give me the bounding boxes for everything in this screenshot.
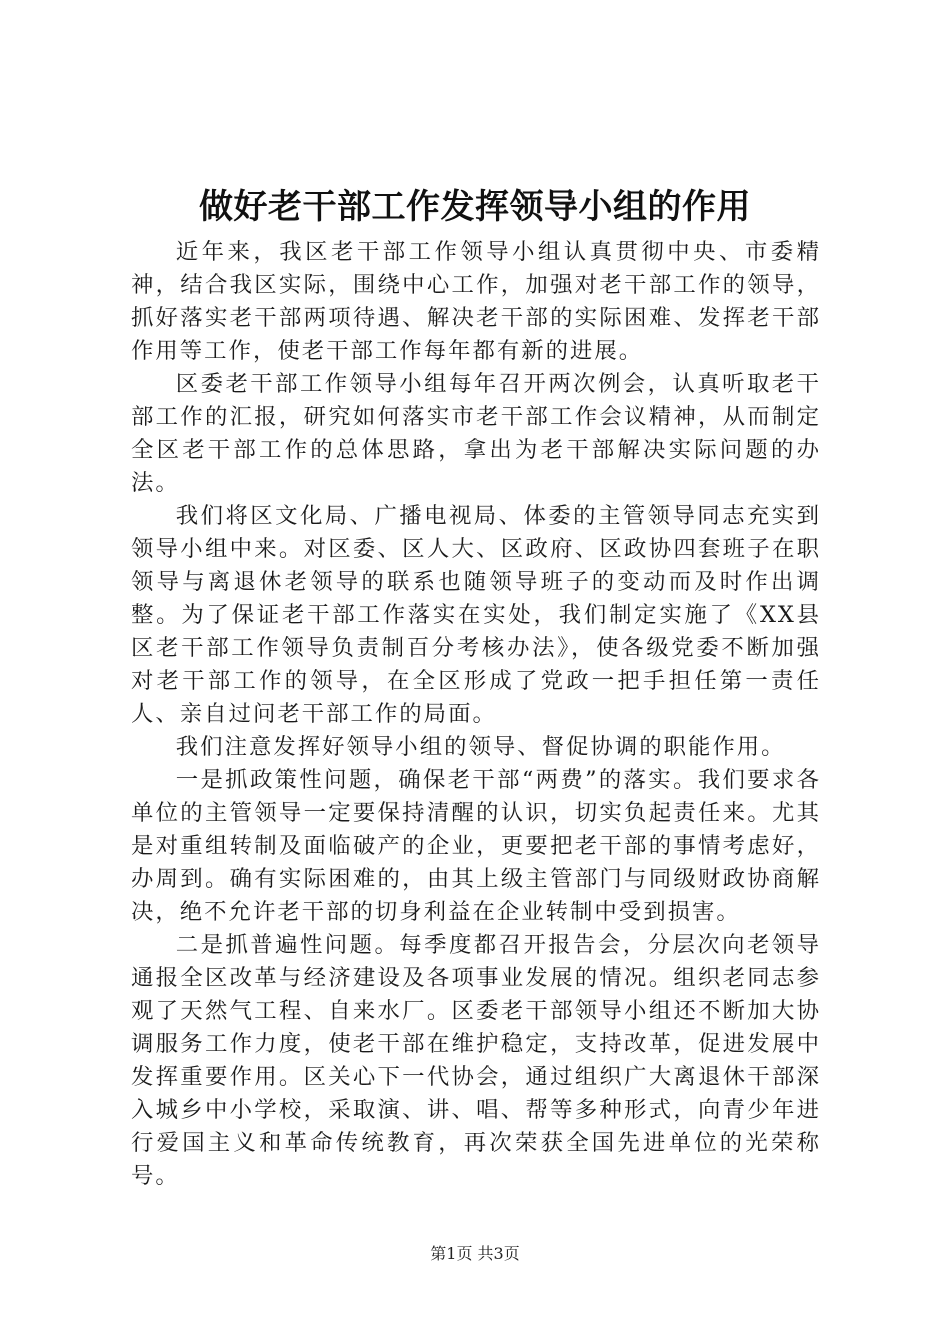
paragraph: 区委老干部工作领导小组每年召开两次例会，认真听取老干部工作的汇报，研究如何落实市老干部工作会议精神，从而制定全区老干部工作的总体思路，拿出为老干部解决实际问题的办法。 [131,371,821,496]
paragraph: 我们将区文化局、广播电视局、体委的主管领导同志充实到领导小组中来。对区委、区人大、区政府、区政协四套班子在职领导与离退休老领导的联系也随领导班子的变动而及时作出调整。为了保证老干部工作落实在实处，我们制定实施了《XX县区老干部工作领导负责制百分考核办法》，使各级党委不断加强对老干部工作的领导，在全区形成了党政一把手担任第一责任人、亲自过问老干部工作的局面。 [131,503,821,727]
paragraph: 二是抓普遍性问题。每季度都召开报告会，分层次向老领导通报全区改革与经济建设及各项事业发展的情况。组织老同志参观了天然气工程、自来水厂。区委老干部领导小组还不断加大协调服务工作力度，使老干部在维护稳定，支持改革，促进发展中发挥重要作用。区关心下一代协会，通过组织广大离退休干部深入城乡中小学校，采取演、讲、唱、帮等多种形式，向青少年进行爱国主义和革命传统教育，再次荣获全国先进单位的光荣称号。 [131,932,821,1189]
document-body [131,236,821,1193]
paragraph: 我们注意发挥好领导小组的领导、督促协调的职能作用。 [175,734,786,760]
page-footer: 第1页 共3页 [430,1244,520,1263]
paragraph: 近年来，我区老干部工作领导小组认真贯彻中央、市委精神，结合我区实际，围绕中心工作，加强对老干部工作的领导，抓好落实老干部两项待遇、解决老干部的实际困难、发挥老干部作用等工作，使老干部工作每年都有新的进展。 [131,239,821,364]
paragraph: 一是抓政策性问题，确保老干部“两费”的落实。我们要求各单位的主管领导一定要保持清醒的认识，切实负起责任来。尤其是对重组转制及面临破产的企业，更要把老干部的事情考虑好，办周到。确有实际困难的，由其上级主管部门与同级财政协商解决，绝不允许老干部的切身利益在企业转制中受到损害。 [131,767,821,925]
document-title: 做好老干部工作发挥领导小组的作用 [199,187,751,227]
